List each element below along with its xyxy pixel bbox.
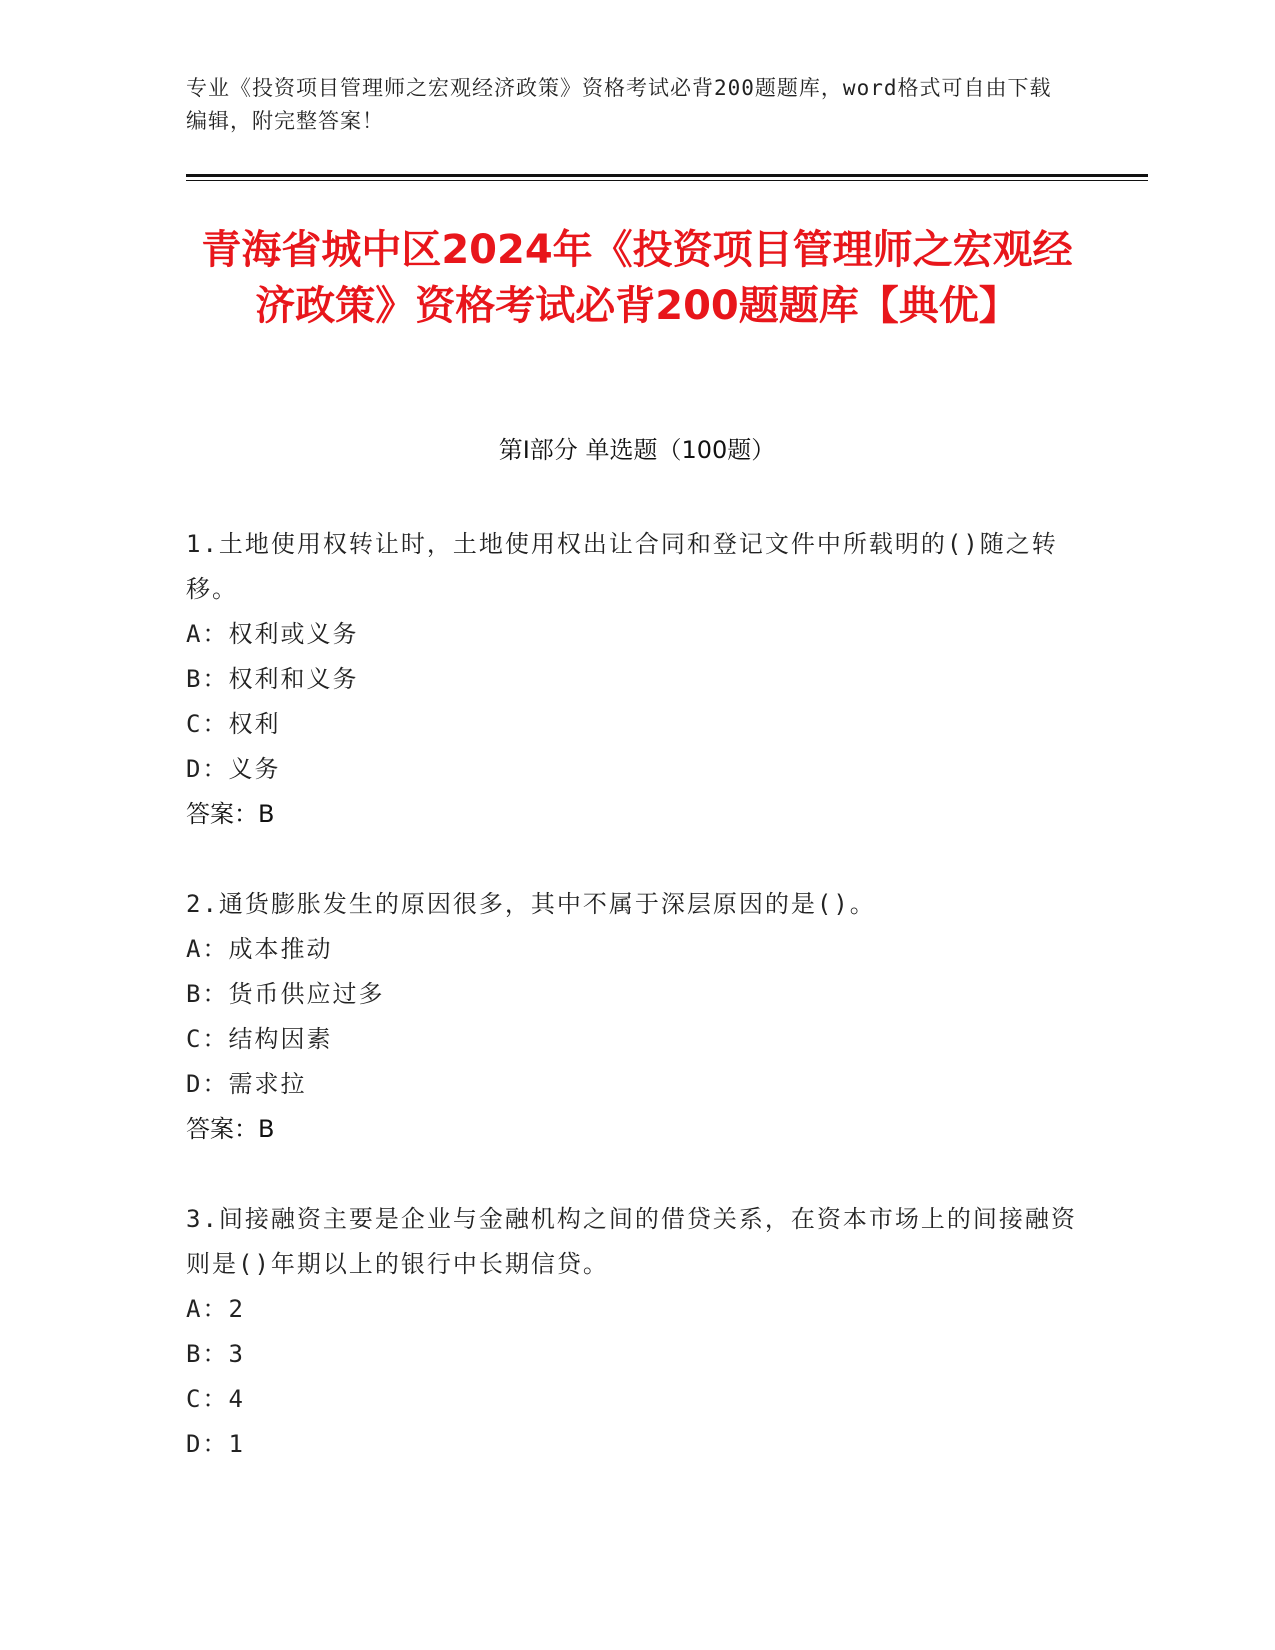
header-divider-thin (186, 180, 1148, 181)
question-1 (186, 522, 1086, 837)
answer-line: 答案：B (186, 800, 275, 828)
header-divider-thick (186, 174, 1148, 177)
option-b: B：货币供应过多 (186, 980, 385, 1008)
question-3 (186, 1197, 1086, 1467)
option-a: A：成本推动 (186, 935, 333, 963)
question-2 (186, 882, 1086, 1152)
question-list (186, 522, 1086, 1512)
option-d: D：义务 (186, 755, 281, 783)
option-c: C：结构因素 (186, 1025, 333, 1053)
section-heading: 第Ⅰ部分 单选题（100题） (498, 436, 776, 464)
document-title: 青海省城中区2024年《投资项目管理师之宏观经济政策》资格考试必背200题题库【典优】 (201, 227, 1073, 329)
question-stem: 3.间接融资主要是企业与金融机构之间的借贷关系，在资本市场上的间接融资则是()年期以上的银行中长期信贷。 (186, 1205, 1077, 1278)
option-b: B：3 (186, 1340, 245, 1368)
header-note: 专业《投资项目管理师之宏观经济政策》资格考试必背200题题库，word格式可自由下载编辑，附完整答案！ (186, 76, 1052, 133)
option-a: A：2 (186, 1295, 245, 1323)
option-d: D：需求拉 (186, 1070, 307, 1098)
question-stem: 2.通货膨胀发生的原因很多，其中不属于深层原因的是()。 (186, 890, 876, 918)
question-stem: 1.土地使用权转让时，土地使用权出让合同和登记文件中所载明的()随之转移。 (186, 530, 1058, 603)
option-b: B：权利和义务 (186, 665, 359, 693)
option-a: A：权利或义务 (186, 620, 359, 648)
option-d: D：1 (186, 1430, 245, 1458)
option-c: C：权利 (186, 710, 281, 738)
answer-line: 答案：B (186, 1115, 275, 1143)
option-c: C：4 (186, 1385, 245, 1413)
